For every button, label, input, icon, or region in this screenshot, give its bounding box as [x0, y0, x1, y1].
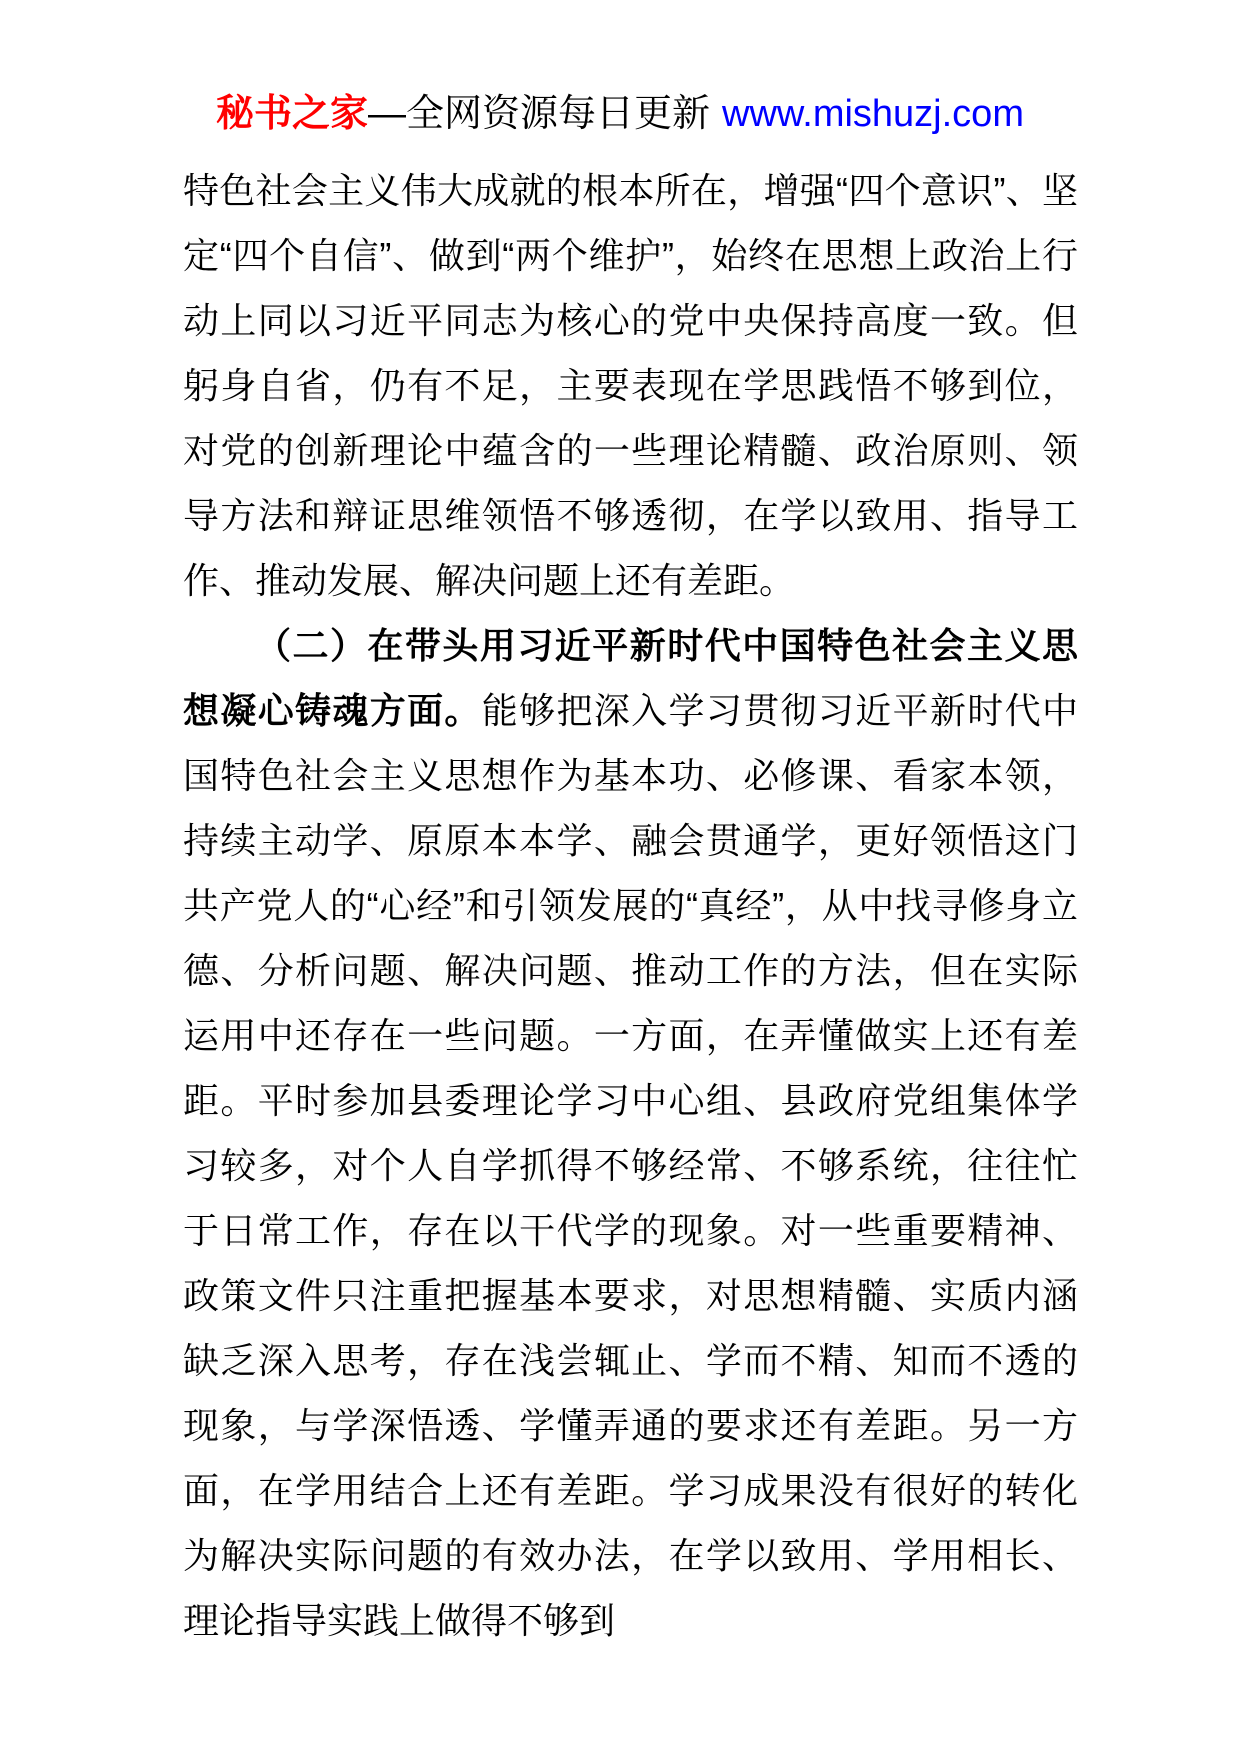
section-two-heading: （二）在带头用习近平新时代中国特色社会主义思想凝心铸魂方面。 — [183, 625, 1078, 731]
section-two-body-text: 能够把深入学习贯彻习近平新时代中国特色社会主义思想作为基本功、必修课、看家本领，持续主动学、原原本本学、融会贯通学，更好领悟这门共产党人的“心经”和引领发展的“真经”，从中找寻修身立德、分析问题、解决问题、推动工作的方法，但在实际运用中还存在一些问题。一方面，在弄懂做实上还有差距。平时参加县委理论学习中心组、县政府党组集体学习较多，对个人自学抓得不够经常、不够系统，往往忙于日常工作，存在以干代学的现象。对一些重要精神、政策文件只注重把握基本要求，对思想精髓、实质内涵缺乏深入思考，存在浅尝辄止、学而不精、知而不透的现象，与学深悟透、学懂弄通的要求还有差距。另一方面，在学用结合上还有差距。学习成果没有很好的转化为解决实际问题的有效办法，在学以致用、学用相长、理论指导实践上做得不够到 — [183, 690, 1078, 1641]
paragraph-section-two — [183, 613, 1078, 1653]
document-body — [183, 158, 1078, 1653]
paragraph-continuation — [183, 158, 1078, 613]
paragraph-continuation-text: 特色社会主义伟大成就的根本所在，增强“四个意识”、坚定“四个自信”、做到“两个维护”，始终在思想上政治上行动上同以习近平同志为核心的党中央保持高度一致。但躬身自省，仍有不足，主要表现在学思践悟不够到位，对党的创新理论中蕴含的一些理论精髓、政治原则、领导方法和辩证思维领悟不够透彻，在学以致用、指导工作、推动发展、解决问题上还有差距。 — [183, 170, 1078, 601]
site-tagline: 全网资源每日更新 — [406, 93, 711, 135]
site-header — [0, 90, 1240, 138]
site-url-link[interactable]: www.mishuzj.com — [722, 93, 1024, 135]
header-separator: — — [368, 93, 407, 135]
site-name: 秘书之家 — [216, 93, 369, 135]
